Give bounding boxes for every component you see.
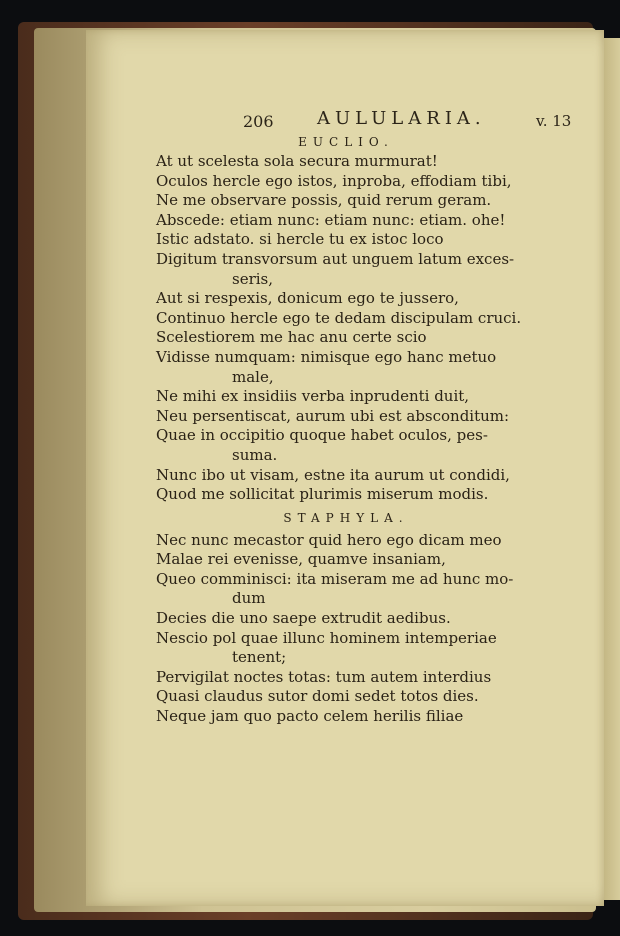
verse-line: Quasi claudus sutor domi sedet totos dies. bbox=[156, 687, 479, 706]
verse-line: Ne mihi ex insidiis verba inprudenti duit, bbox=[156, 387, 470, 406]
verse-line: Nescio pol quae illunc hominem intemperiae bbox=[156, 628, 497, 647]
verse-line: seris, bbox=[232, 269, 274, 288]
page-header bbox=[86, 108, 604, 138]
verse-line: Neque jam quo pacto celem herilis filiae bbox=[156, 707, 464, 726]
verse-line: Quae in occipitio quoque habet oculos, pes- bbox=[156, 426, 488, 445]
verse-line: Istic adstato. si hercle tu ex istoc loco bbox=[156, 230, 444, 249]
verse-line: Ne me observare possis, quid rerum geram. bbox=[156, 191, 492, 210]
speaker-name: EUCLIO. bbox=[298, 135, 394, 149]
verse-line: At ut scelesta sola secura murmurat! bbox=[156, 152, 438, 170]
verse-line: Queo comminisci: ita miseram me ad hunc mo- bbox=[156, 569, 514, 588]
verse-line: dum bbox=[232, 589, 266, 608]
verse-line: Abscede: etiam nunc: etiam nunc: etiam. ohe! bbox=[156, 210, 506, 229]
verse-line: Neu persentiscat, aurum ubi est absconditum: bbox=[156, 406, 510, 425]
verse-line: Nec nunc mecastor quid hero ego dicam meo bbox=[156, 530, 502, 549]
speaker-name: STAPHYLA. bbox=[283, 510, 409, 525]
verse-line: male, bbox=[232, 367, 274, 386]
verse-line: Vidisse numquam: nimisque ego hanc metuo bbox=[156, 347, 497, 366]
verse-line: Decies die uno saepe extrudit aedibus. bbox=[156, 609, 451, 628]
verse-line: Pervigilat noctes totas: tum autem interdius bbox=[156, 667, 492, 686]
verse-line: Quod me sollicitat plurimis miserum modis. bbox=[156, 485, 489, 504]
running-title: AULULARIA. bbox=[317, 108, 486, 129]
verse-line: suma. bbox=[232, 445, 278, 464]
verse-line: Malae rei evenisse, quamve insaniam, bbox=[156, 550, 446, 569]
play-text bbox=[156, 135, 576, 727]
verse-line: Scelestiorem me hac anu certe scio bbox=[156, 328, 427, 347]
verse-line: tenent; bbox=[232, 648, 287, 667]
verse-line: Continuo hercle ego te dedam discipulam cruci. bbox=[156, 308, 522, 327]
verse-line: Aut si respexis, donicum ego te jussero, bbox=[156, 289, 459, 308]
verse-line: Nunc ibo ut visam, estne ita aurum ut condidi, bbox=[156, 465, 510, 484]
page-number: 206 bbox=[243, 112, 274, 131]
signature-mark: v. 13 bbox=[536, 112, 572, 130]
verse-line: Digitum transvorsum aut unguem latum exces- bbox=[156, 249, 515, 268]
verse-line: Oculos hercle ego istos, inproba, effodiam tibi, bbox=[156, 171, 512, 190]
